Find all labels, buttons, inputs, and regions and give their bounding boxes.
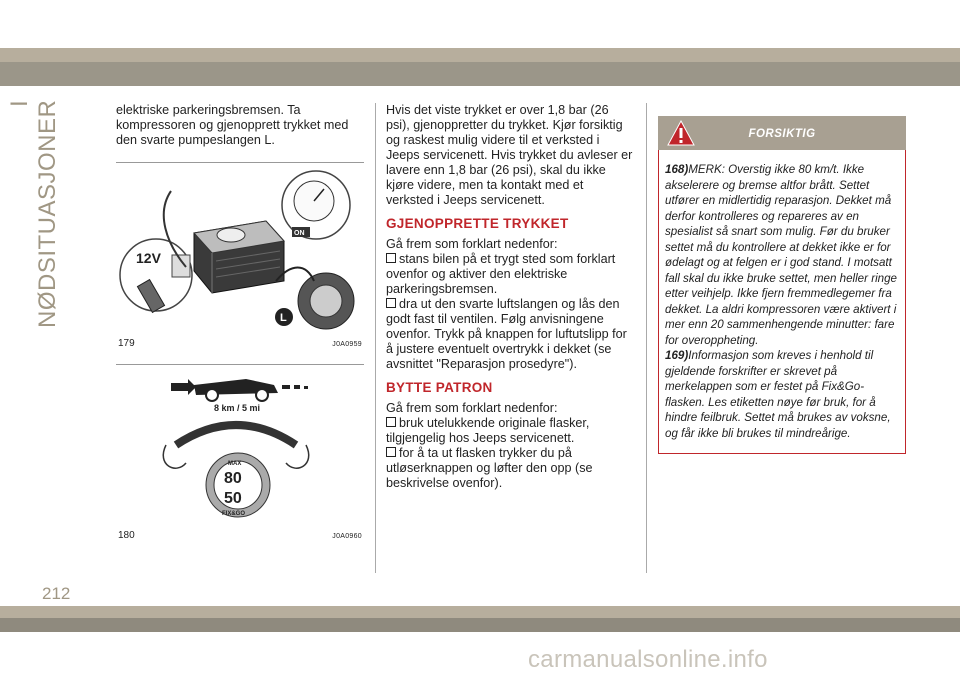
caution-title: FORSIKTIG — [748, 128, 816, 140]
figure-180-caption — [116, 530, 364, 544]
heading-replace-cartridge: BYTTE PATRON — [386, 380, 493, 395]
figure-179 — [116, 162, 364, 352]
caution-item: 168)MERK: Overstig ikke 80 km/t. Ikke akselerere og bremse altfor brått. Settet utfører en midlertidig reparasjon. Dekket må derfor kontrolleres og repareres av en spesialist så snart som mulig. Før du bruker settet må du kontrollere at dekket ikke er for ødelagt og at felgen er i god stand. I motsatt fall skal du ikke bruke settet, men heller ringe etter veihjelp. Ikke fjern fremmedlegemer fra dekket. La aldri kompressoren være aktivert i mer enn 20 sammenhengende minutter: fare for overoppheting. — [665, 163, 897, 347]
figure-number: 179 — [118, 338, 135, 349]
column-left — [116, 103, 364, 544]
footer-band — [0, 606, 960, 618]
figure-179-caption — [116, 338, 364, 352]
column-divider — [375, 103, 376, 573]
column-middle — [386, 103, 634, 491]
heading-restore-pressure: GJENOPPRETTE TRYKKET — [386, 216, 569, 231]
caution-box — [658, 116, 906, 454]
checkbox-icon — [386, 298, 396, 308]
on-label: ON — [294, 230, 305, 237]
step-item: dra ut den svarte luftslangen og lås den godt fast til ventilen. Følg anvisningene ovenfor. Trykk på knappen for luftutslipp for å justere eventuelt overtrykk i dekket (se avsnittet "Reparasjon prosedyre"). — [386, 297, 627, 371]
procedure-intro: Gå frem som forklart nedenfor: — [386, 401, 558, 415]
compressor-illustration — [116, 163, 364, 333]
hose-label: L — [280, 312, 287, 324]
speed-bottom: 50 — [224, 490, 242, 507]
header-band-dark — [0, 62, 960, 86]
max-label: MAX — [228, 461, 242, 467]
step-item: bruk utelukkende originale flasker, tilgjengelig hos Jeeps servicenett. — [386, 416, 590, 445]
speed-top: 80 — [224, 470, 242, 487]
checkbox-icon — [386, 417, 396, 427]
caution-header — [658, 116, 906, 150]
section-side-title: I NØDSITUASJONER — [6, 100, 61, 329]
figure-number: 180 — [118, 530, 135, 541]
caution-text — [658, 150, 906, 454]
brand-label: FIX&GO — [222, 511, 246, 517]
step-item: stans bilen på et trygt sted som forklart ovenfor og aktiver den elektriske parkeringsbremsen. — [386, 252, 616, 296]
intro-paragraph: elektriske parkeringsbremsen. Ta kompressoren og gjenopprett trykket med den svarte pumpeslangen L. — [116, 103, 349, 147]
volt-label: 12V — [136, 250, 161, 266]
figure-code: J0A0959 — [332, 341, 362, 348]
figure-180 — [116, 364, 364, 544]
checkbox-icon — [386, 253, 396, 263]
figure-code: J0A0960 — [332, 533, 362, 540]
step-item: for å ta ut flasken trykker du på utløserknappen og løfter den opp (se beskrivelse ovenfor). — [386, 446, 593, 490]
caution-item: 169)Informasjon som kreves i henhold til gjeldende forskrifter er skrevet på merkelappen som er festet på Fix&Go-flasken. Les etiketten nøye før bruk, for å hindre feilbruk. Settet må brukes av voksne, og får ikke bli brukes til mindreårige. — [665, 349, 891, 440]
column-divider — [646, 103, 647, 573]
header-band — [0, 48, 960, 62]
speed-limit-illustration — [116, 365, 364, 525]
distance-label: 8 km / 5 mi — [214, 403, 261, 413]
procedure-intro: Gå frem som forklart nedenfor: — [386, 237, 558, 251]
checkbox-icon — [386, 447, 396, 457]
page-number: 212 — [42, 584, 71, 603]
watermark-text: carmanualsonline.info — [528, 646, 768, 673]
footer-band-dark — [0, 618, 960, 632]
pressure-paragraph: Hvis det viste trykket er over 1,8 bar (26 psi), gjenoppretter du trykket. Kjør forsiktig og raskest mulig videre til et verksted i Jeeps servicenett. Hvis trykket du avleser er lavere enn 1,8 bar (26 psi), skal du ikke kjøre videre, men ta kontakt med et verksted i Jeeps servicenett. — [386, 103, 633, 207]
